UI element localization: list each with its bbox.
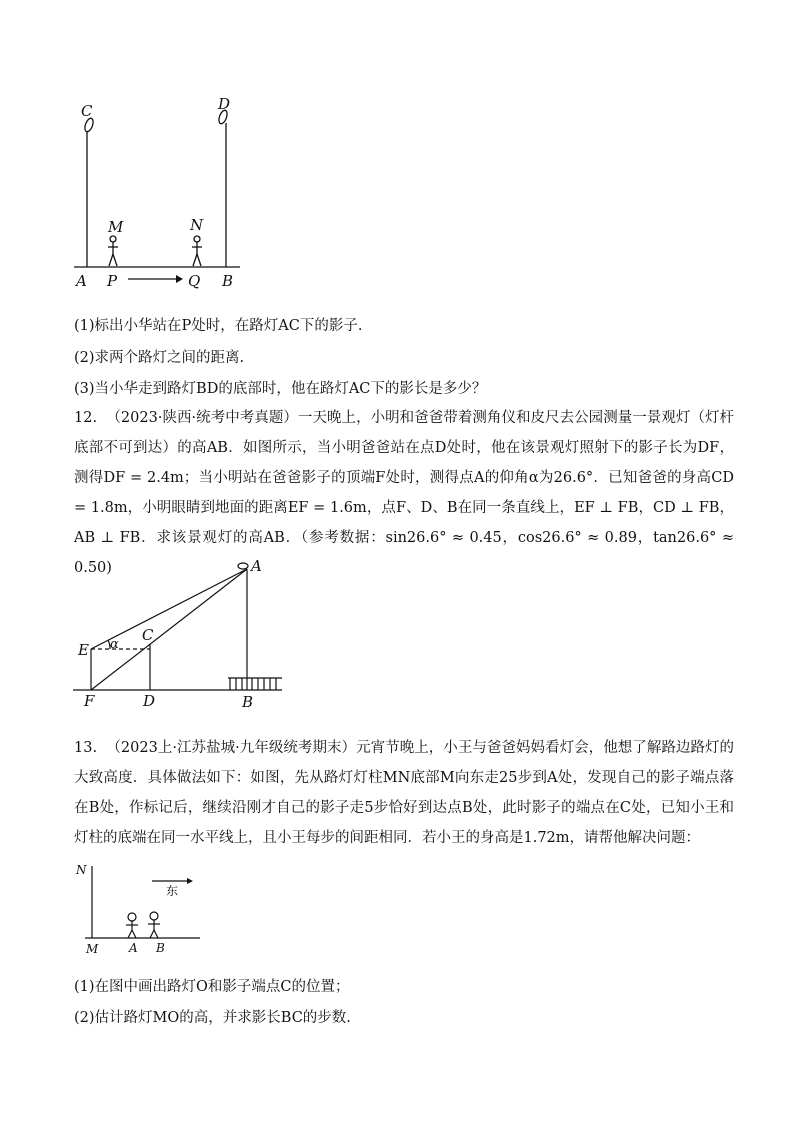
- q13-sub2: (2)估计路灯MO的高，并求影长BC的步数.: [74, 1010, 351, 1026]
- fence: [228, 678, 282, 690]
- q12-number: 12.: [74, 410, 98, 426]
- label-east: 东: [166, 884, 179, 898]
- q11-figure: [70, 90, 250, 290]
- person-m: [108, 236, 118, 266]
- q12-figure: [70, 556, 295, 714]
- label-b: B: [156, 941, 165, 955]
- q13-sub1: (1)在图中画出路灯O和影子端点C的位置；: [74, 979, 350, 995]
- label-a: A: [76, 272, 87, 290]
- label-m: M: [86, 942, 99, 956]
- q12-body: （2023·陕西·统考中考真题）一天晚上，小明和爸爸带着测角仪和皮尺去公园测量一景观灯（灯杆底部不可到达）的高AB．如图所示，当小明爸爸站在点D处时，他在该景观灯照射下的影子长为DF，测得DF = 2.4m；当小明站在爸爸影子的顶端F处时，测得点A的仰角α为26.6°．已知爸爸的身高CD = 1.8m，小明眼睛到地面的距离EF = 1.6m，点F、D、B在同一条直线上，EF ⊥ FB，CD ⊥ FB，AB ⊥ FB．求该景观灯的高AB．（参考数据：sin26.6° ≈ 0.45，cos26.6° ≈ 0.89，tan26.6° ≈ 0.50): [74, 410, 734, 576]
- label-m: M: [108, 218, 124, 236]
- person-n: [192, 236, 202, 266]
- label-e: E: [78, 641, 89, 659]
- person-a: [126, 913, 138, 938]
- q13-text: [74, 733, 734, 853]
- label-a: A: [251, 557, 262, 575]
- label-n: N: [190, 216, 204, 234]
- label-alpha: α: [110, 637, 119, 652]
- label-c: C: [142, 626, 154, 644]
- label-d: D: [218, 95, 231, 113]
- label-p: P: [107, 272, 118, 290]
- label-b: B: [222, 272, 234, 290]
- label-a: A: [129, 941, 138, 955]
- lamp-a: [238, 563, 248, 569]
- label-q: Q: [188, 272, 201, 290]
- q13-figure: [70, 858, 210, 958]
- line-fa: [91, 569, 247, 690]
- q13-number: 13.: [74, 740, 98, 756]
- q11-sub3: (3)当小华走到路灯BD的底部时，他在路灯AC下的影长是多少？: [74, 381, 487, 397]
- label-n: N: [76, 863, 87, 877]
- q11-sub2: (2)求两个路灯之间的距离.: [74, 350, 245, 366]
- label-c: C: [81, 102, 93, 120]
- person-b: [148, 912, 160, 938]
- q11-sub1: (1)标出小华站在P处时，在路灯AC下的影子.: [74, 318, 363, 334]
- q13-body: （2023上·江苏盐城·九年级统考期末）元宵节晚上，小王与爸爸妈妈看灯会，他想了解路边路灯的大致高度．具体做法如下：如图，先从路灯灯柱MN底部M向东走25步到A处，发现自己的影子端点落在B处，作标记后，继续沿刚才自己的影子走5步恰好到达点B处，此时影子的端点在C处，已知小王和灯柱的底端在同一水平线上，且小王每步的间距相同．若小王的身高是1.72m，请帮他解决问题：: [74, 740, 734, 846]
- label-f: F: [84, 692, 95, 710]
- label-b: B: [242, 693, 254, 711]
- label-d: D: [143, 692, 156, 710]
